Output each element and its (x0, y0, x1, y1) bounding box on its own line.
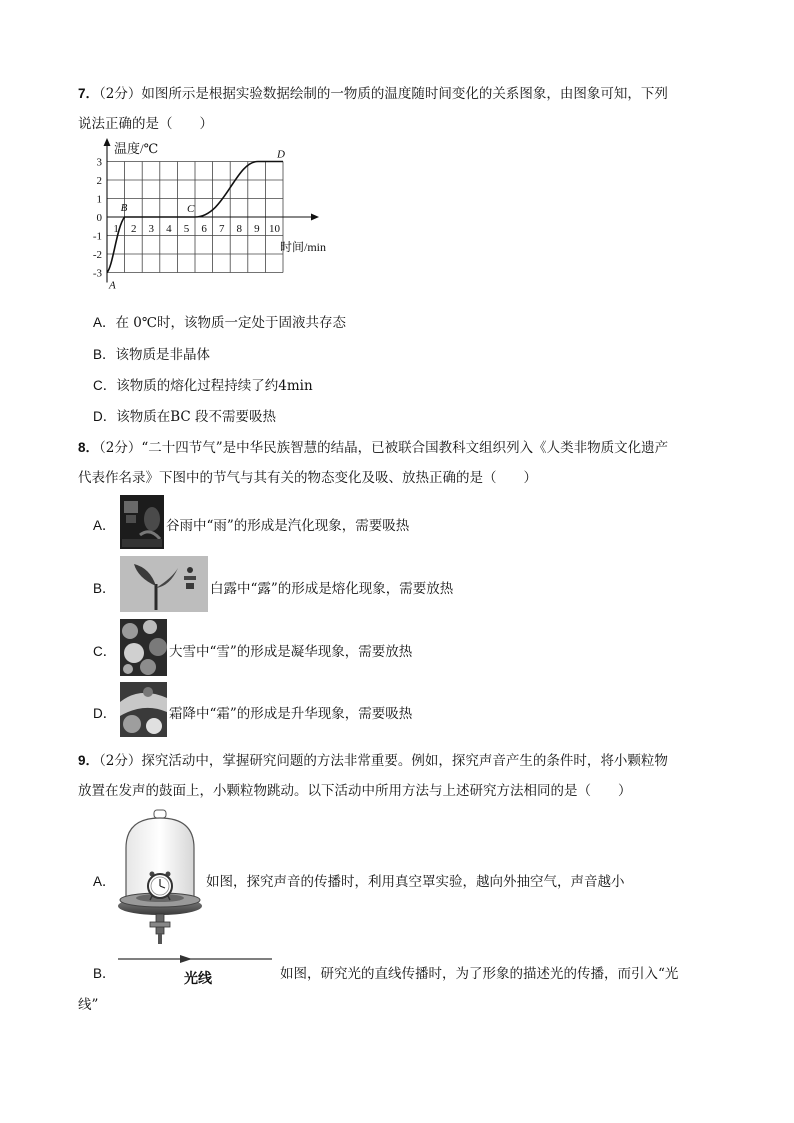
point-label-d: D (277, 148, 285, 161)
temperature-time-chart (88, 136, 358, 301)
q8-score: （2分） (99, 440, 142, 456)
q9-stem-line1 (78, 749, 668, 769)
x-tick-label: 1 (113, 223, 119, 235)
y-axis-arrow-icon (104, 138, 111, 146)
q8-stem-text1: “二十四节气”是中华民族智慧的结晶，已被联合国教科文组织列入《人类非物质文化遗产 (141, 440, 669, 456)
q7-option-b-letter: B． (93, 347, 116, 362)
x-tick-label: 6 (201, 223, 207, 235)
q7-stem-line2: 说法正确的是（ ） (78, 116, 213, 132)
q7-option-c-letter: C． (93, 378, 117, 393)
q9-stem-line2: 放置在发声的鼓面上，小颗粒物跳动。以下活动中所用方法与上述研究方法相同的是（ ） (78, 783, 632, 799)
frost-descent-image (120, 682, 167, 737)
y-tick-label: -3 (92, 267, 102, 280)
q8-option-d-text: 霜降中“霜”的形成是升华现象，需要吸热 (169, 706, 413, 722)
q9-option-b-text-line2: 线” (78, 997, 99, 1013)
q8-number: 8． (78, 440, 100, 455)
q8-option-b-letter: B． (93, 581, 116, 596)
light-ray-label: 光线 (184, 970, 212, 986)
point-label-c: C (187, 203, 195, 215)
q8-option-c-letter: C． (93, 644, 117, 659)
grain-rain-image (120, 495, 164, 549)
x-tick-label: 3 (148, 223, 155, 235)
q7-option-a-text: 在 0℃时，该物质一定处于固液共存态 (115, 315, 346, 331)
x-tick-label: 7 (218, 223, 225, 235)
light-ray-arrow-icon (180, 955, 192, 963)
q7-score: （2分） (99, 86, 142, 102)
x-tick-label: 4 (166, 223, 172, 235)
x-axis-arrow-icon (311, 214, 319, 221)
y-tick-label: 3 (96, 156, 102, 169)
q7-option-c-text: 该物质的熔化过程持续了约4min (116, 378, 313, 394)
q9-option-a-letter: A． (93, 874, 116, 889)
y-tick-label: -2 (92, 249, 102, 261)
x-axis-label: 时间/min (280, 240, 327, 254)
q9-option-a-text: 如图，探究声音的传播时，利用真空罩实验，越向外抽空气，声音越小 (206, 874, 625, 890)
q7-option-d-letter: D． (93, 409, 117, 424)
x-tick-label: 5 (183, 223, 190, 235)
q9-score: （2分） (99, 753, 142, 769)
x-tick-label: 8 (236, 223, 243, 235)
q8-option-a-text: 谷雨中“雨”的形成是汽化现象，需要吸热 (166, 518, 410, 534)
q8-option-c-text: 大雪中“雪”的形成是凝华现象，需要放热 (169, 644, 413, 660)
point-label-a: A (109, 279, 116, 292)
x-tick-label: 2 (130, 223, 137, 235)
q7-stem-line1 (78, 82, 668, 102)
point-label-b: B (120, 202, 128, 214)
q7-option-b (93, 343, 210, 363)
q7-stem-text1: 如图所示是根据实验数据绘制的一物质的温度随时间变化的关系图象，由图象可知，下列 (141, 86, 668, 102)
q8-option-d-letter: D． (93, 706, 117, 721)
q8-option-b-text: 白露中“露”的形成是熔化现象，需要放热 (210, 581, 454, 597)
q8-stem-line1 (78, 436, 668, 456)
q7-option-b-text: 该物质是非晶体 (115, 347, 211, 363)
white-dew-image (120, 556, 208, 612)
y-axis-label: 温度/℃ (114, 141, 159, 156)
q8-stem-line2: 代表作名录》下图中的节气与其有关的物态变化及吸、放热正确的是（ ） (78, 470, 537, 486)
y-tick-label: 0 (96, 212, 102, 224)
q9-number: 9． (78, 753, 100, 768)
y-tick-label: -1 (92, 230, 102, 243)
q9-stem-text1: 探究活动中，掌握研究问题的方法非常重要。例如，探究声音产生的条件时，将小颗粒物 (141, 753, 668, 769)
vacuum-bell-jar-image (116, 808, 204, 948)
q9-option-b-text: 如图，研究光的直线传播时，为了形象的描述光的传播，而引入“光 (280, 966, 679, 982)
q9-option-b-letter: B． (93, 966, 116, 981)
y-tick-label: 2 (96, 175, 102, 187)
q8-option-a-letter: A． (93, 518, 116, 533)
q7-option-a (93, 311, 346, 331)
q7-option-c (93, 374, 313, 394)
y-tick-label: 1 (96, 193, 102, 206)
q7-option-a-letter: A． (93, 315, 116, 330)
q7-number: 7． (78, 86, 100, 101)
q7-option-d (93, 405, 276, 425)
x-tick-label: 9 (254, 223, 260, 235)
q7-option-d-text: 该物质在BC 段不需要吸热 (116, 409, 277, 425)
x-tick-label: 10 (269, 223, 280, 235)
great-snow-image (120, 619, 167, 676)
